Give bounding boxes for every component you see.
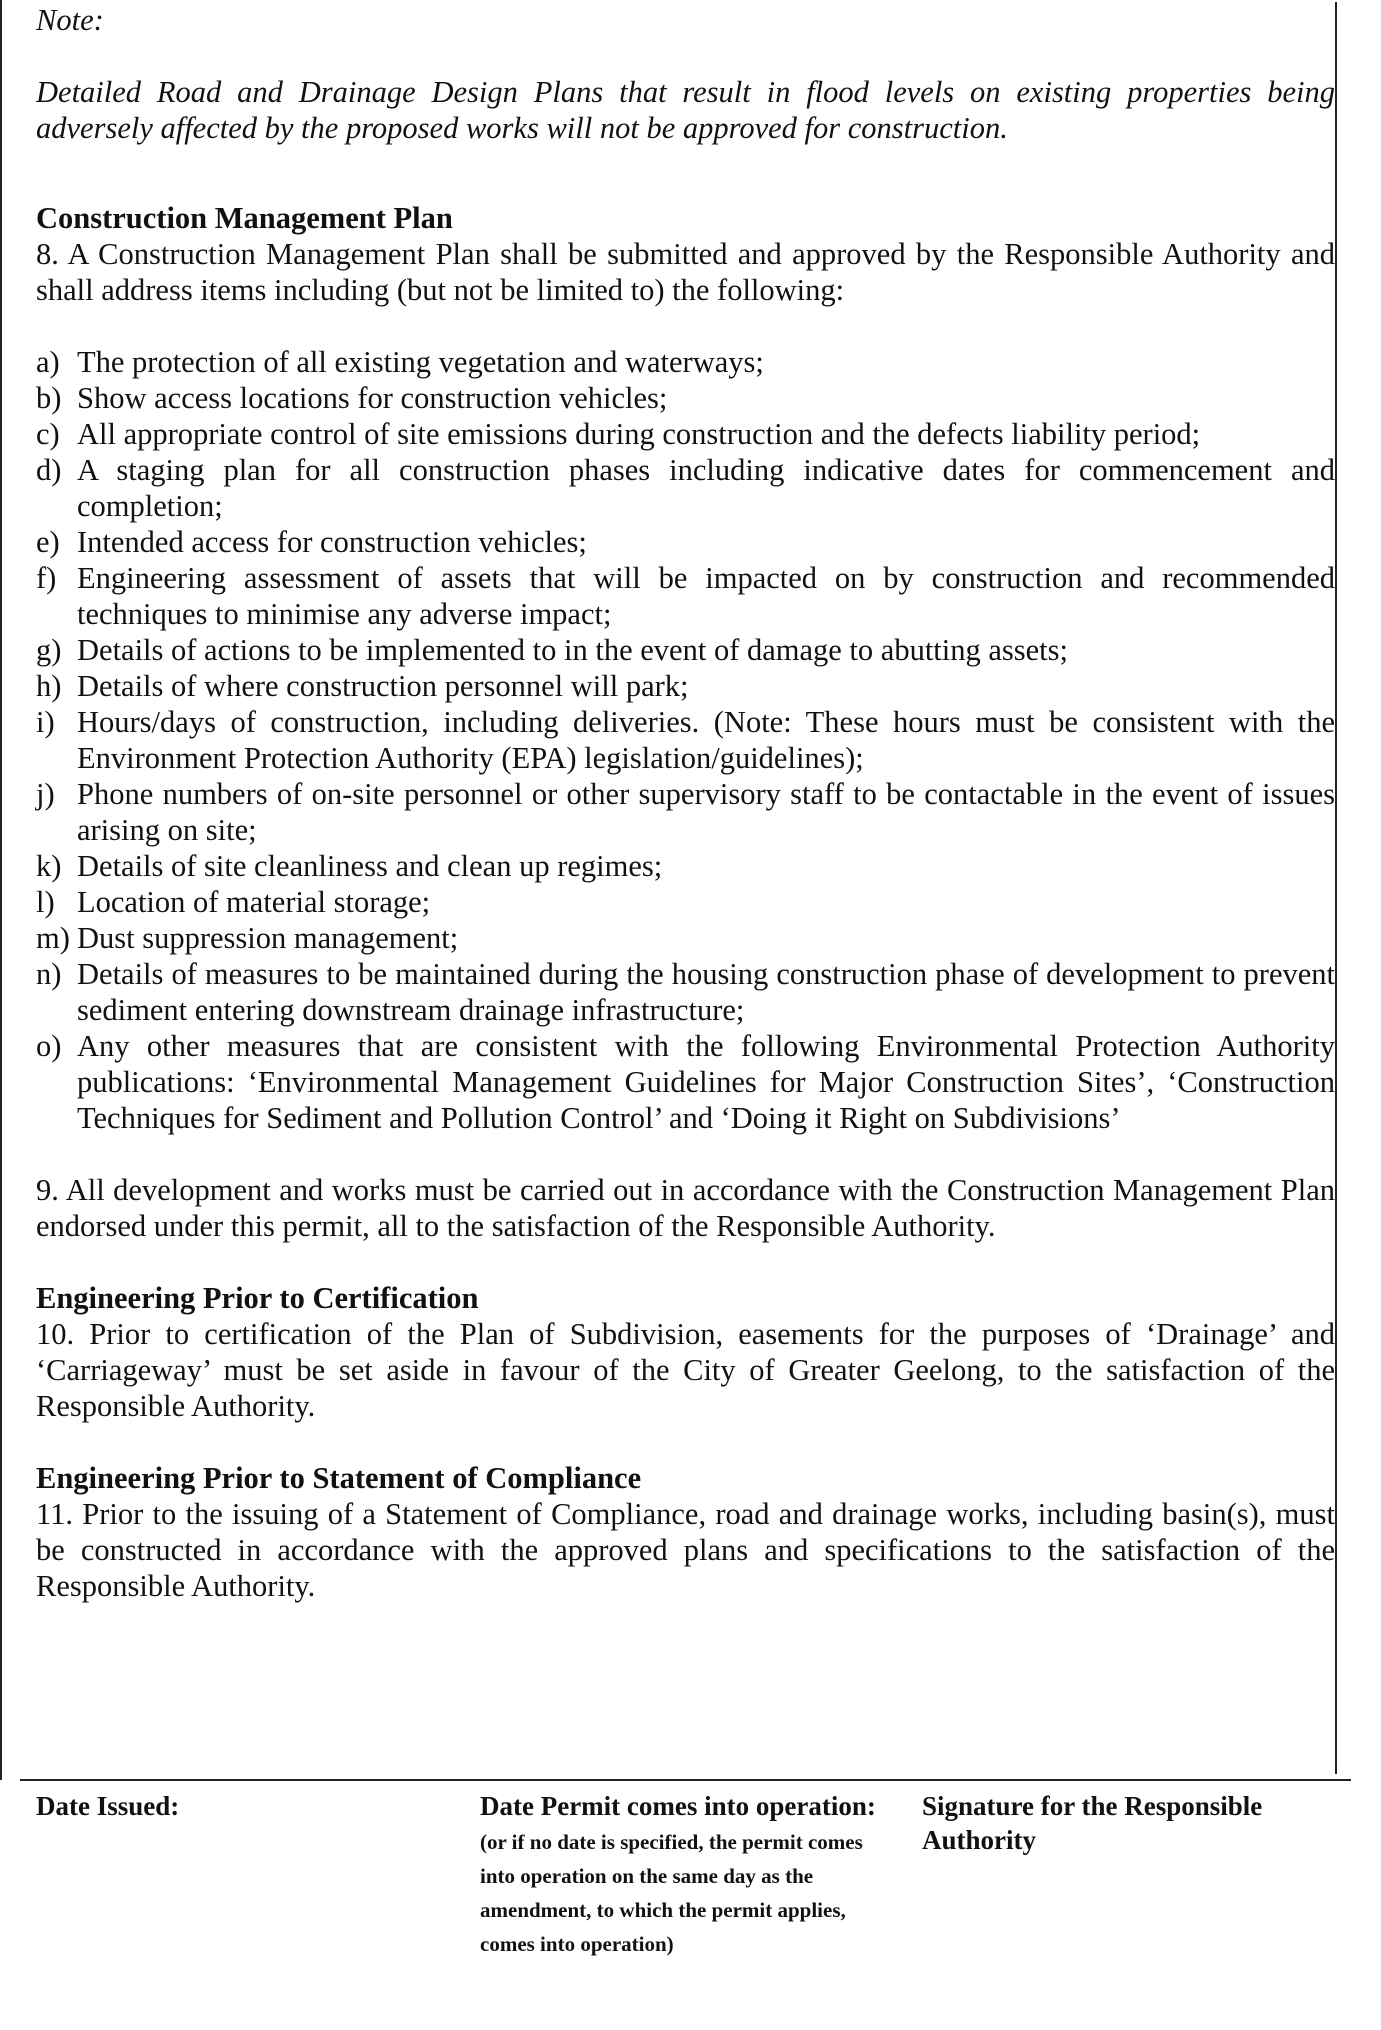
- cmp-item-text: The protection of all existing vegetation and waterways;: [77, 345, 764, 379]
- spacer: [36, 1244, 1335, 1280]
- cmp-item: [36, 380, 1335, 416]
- spacer: [36, 182, 1335, 200]
- cert-heading: Engineering Prior to Certification: [36, 1281, 479, 1315]
- cmp-item: [36, 416, 1335, 452]
- permit-footer: [20, 1779, 1351, 2030]
- cmp-item-text: Details of actions to be implemented to in the event of damage to abutting assets;: [77, 633, 1068, 667]
- condition-11: 11. Prior to the issuing of a Statement of Compliance, road and drainage works, including basin(s), must be constructed in accordance with the approved plans and specifications to the satisfaction of the Responsible Authority.: [36, 1497, 1335, 1603]
- cmp-item: [36, 1028, 1335, 1136]
- cmp-intro: 8. A Construction Management Plan shall be submitted and approved by the Responsible Authority and shall address items including (but not be limited to) the following:: [36, 237, 1335, 307]
- cmp-item: [36, 524, 1335, 560]
- cmp-item-text: Details of where construction personnel will park;: [77, 669, 689, 703]
- date-operation-block: [480, 1789, 900, 1961]
- cmp-item-marker: a): [36, 345, 60, 379]
- cmp-item-text: Hours/days of construction, including deliveries. (Note: These hours must be consistent with the Environment Protection Authority (EPA) legislation/guidelines);: [77, 705, 1335, 775]
- cmp-item: [36, 848, 1335, 884]
- soc-heading: Engineering Prior to Statement of Compliance: [36, 1461, 642, 1495]
- cmp-item-text: Location of material storage;: [77, 885, 431, 919]
- cmp-item: [36, 776, 1335, 848]
- cmp-item-text: Phone numbers of on-site personnel or other supervisory staff to be contactable in the event of issues arising on site;: [77, 777, 1335, 847]
- cmp-item-marker: o): [36, 1029, 62, 1063]
- condition-9: 9. All development and works must be carried out in accordance with the Construction Management Plan endorsed under this permit, all to the satisfaction of the Responsible Authority.: [36, 1173, 1335, 1243]
- cmp-item-marker: n): [36, 957, 62, 991]
- signature-label: Signature for the Responsible Authority: [922, 1791, 1263, 1855]
- cmp-item: [36, 920, 1335, 956]
- cmp-item-marker: d): [36, 453, 62, 487]
- cmp-item: [36, 668, 1335, 704]
- cmp-item: [36, 704, 1335, 776]
- date-operation-note: (or if no date is specified, the permit comes into operation on the same day as the amendment, to which the permit applies, comes into operation): [480, 1830, 863, 1956]
- cmp-item: [36, 560, 1335, 632]
- cmp-item: [36, 344, 1335, 380]
- note-text: Detailed Road and Drainage Design Plans that result in flood levels on existing properties being adversely affected by the proposed works will not be approved for construction.: [36, 75, 1335, 145]
- cmp-item-text: All appropriate control of site emissions during construction and the defects liability period;: [77, 417, 1201, 451]
- cmp-item-text: Engineering assessment of assets that will be impacted on by construction and recommended techniques to minimise any adverse impact;: [77, 561, 1335, 631]
- spacer: [36, 1136, 1335, 1172]
- cmp-item-marker: c): [36, 417, 60, 451]
- cmp-item-marker: e): [36, 525, 60, 559]
- note-label: Note:: [36, 3, 104, 37]
- spacer: [36, 308, 1335, 344]
- cmp-item-text: Details of measures to be maintained during the housing construction phase of development to prevent sediment entering downstream drainage infrastructure;: [77, 957, 1335, 1027]
- spacer: [36, 38, 1335, 74]
- cmp-item-text: A staging plan for all construction phases including indicative dates for commencement and completion;: [77, 453, 1335, 523]
- cmp-item-marker: i): [36, 705, 55, 739]
- cmp-item: [36, 632, 1335, 668]
- cmp-item-text: Details of site cleanliness and clean up regimes;: [77, 849, 663, 883]
- cmp-item-marker: h): [36, 669, 62, 703]
- spacer: [36, 1424, 1335, 1460]
- cmp-item-marker: f): [36, 561, 57, 595]
- cmp-item-text: Intended access for construction vehicles;: [77, 525, 587, 559]
- cmp-item: [36, 956, 1335, 1028]
- cmp-item-text: Dust suppression management;: [77, 921, 459, 955]
- cmp-item: [36, 452, 1335, 524]
- cmp-item-marker: l): [36, 885, 55, 919]
- cmp-heading: Construction Management Plan: [36, 201, 453, 235]
- cmp-item-marker: k): [36, 849, 62, 883]
- cmp-item-marker: j): [36, 777, 55, 811]
- date-issued-label: Date Issued:: [36, 1791, 180, 1821]
- cmp-items-list: [36, 344, 1335, 1136]
- cmp-item-marker: b): [36, 381, 62, 415]
- page-border-left: [0, 0, 2, 1780]
- document-body: [36, 2, 1337, 1774]
- cmp-item-text: Show access locations for construction vehicles;: [77, 381, 668, 415]
- condition-10: 10. Prior to certification of the Plan of Subdivision, easements for the purposes of ‘Drainage’ and ‘Carriageway’ must be set aside in favour of the City of Greater Geelong, to the satisfaction of the Responsible Authority.: [36, 1317, 1335, 1423]
- date-operation-label: Date Permit comes into operation:: [480, 1791, 876, 1821]
- cmp-item-marker: g): [36, 633, 62, 667]
- spacer: [36, 146, 1335, 182]
- cmp-item-text: Any other measures that are consistent with the following Environmental Protection Authority publications: ‘Environmental Management Guidelines for Major Construction Sites’, ‘Construction Techniques for Sediment and Pollution Control’ and ‘Doing it Right on Subdivisions’: [77, 1029, 1335, 1135]
- cmp-item-marker: m): [36, 921, 70, 955]
- cmp-item: [36, 884, 1335, 920]
